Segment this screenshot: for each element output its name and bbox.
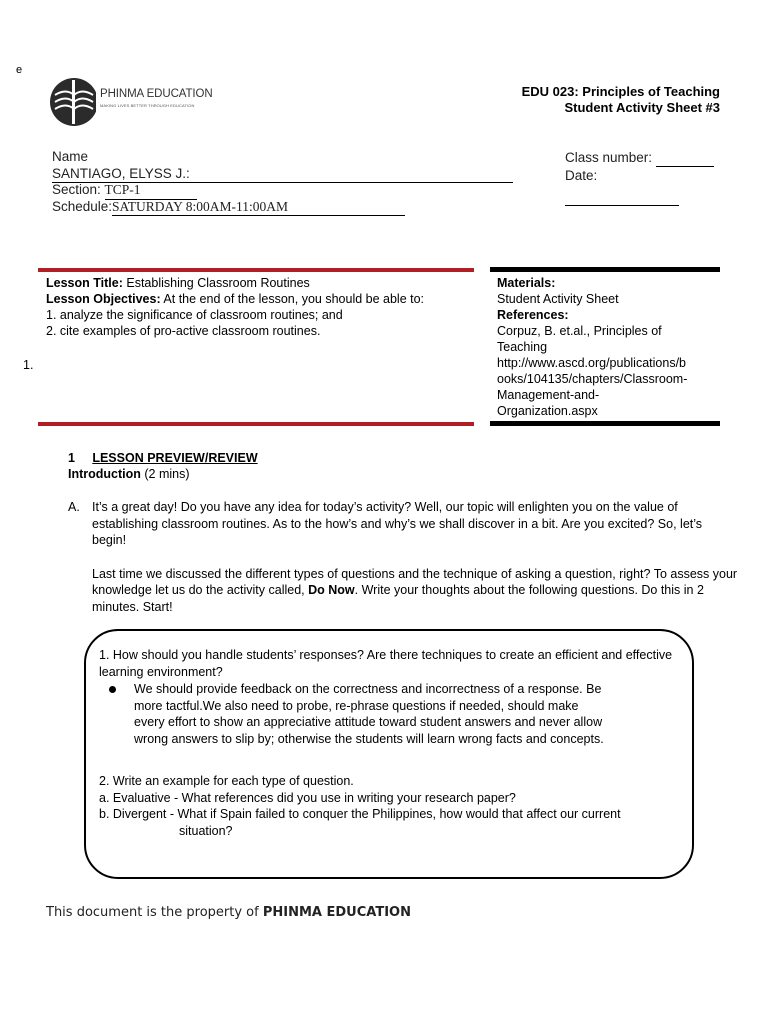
name-field: SANTIAGO, ELYSS J.: [52,166,513,184]
logo-tagline: MAKING LIVES BETTER THROUGH EDUCATION [100,103,195,108]
student-info [52,149,513,215]
divider-top-left [38,268,474,272]
para2-text: Last time we discussed the different types of questions and the technique of asking a question, right? To assess your knowledge let us do the activity called, [92,566,738,597]
class-info [565,149,714,206]
references-label: References: [497,308,569,322]
reference-line: ooks/104135/chapters/Classroom- [497,372,688,386]
question-2a: a. Evaluative - What references did you use in writing your research paper? [99,790,516,805]
logo-name: PHINMA EDUCATION [100,88,213,100]
footer [46,905,411,920]
intro-time: (2 mins) [144,467,190,481]
stray-number: 1. [23,358,34,372]
part-a-paragraph-2 [92,566,738,616]
bullet-icon [109,686,116,693]
answer-line: wrong answers to slip by; otherwise the students will learn wrong facts and concepts. [134,731,604,746]
phinma-logo [48,72,213,130]
stray-mark: e [16,64,23,76]
materials-block [497,275,717,419]
section-field: TCP-1 [105,182,197,200]
objective-item: 1. analyze the significance of classroom routines; and [46,308,343,322]
section-heading [68,450,258,482]
schedule-field: SATURDAY 8:00AM-11:00AM [112,199,405,217]
date-field [565,188,679,206]
answer-line: more tactful.We also need to probe, re-phrase questions if needed, should make [134,698,579,713]
intro-label: Introduction [68,467,141,481]
answer-box [84,629,694,879]
objectives-label: Lesson Objectives: [46,292,161,306]
question-2: 2. Write an example for each type of question. [99,774,354,788]
answer-line: every effort to show an appreciative attitude toward student answers and never allow [134,715,603,729]
question-1: 1. How should you handle students’ responses? Are there techniques to create an efficient and effective learning environment? [99,648,673,679]
reference-line: Corpuz, B. et.al., Principles of [497,324,662,338]
name-label: Name [52,149,89,164]
answer-1 [109,681,684,747]
phinma-emblem-icon [48,72,96,130]
divider-top-right [490,267,720,272]
class-number-field [656,149,714,167]
course-header [522,84,720,116]
section-label: Section: [52,182,101,197]
answer-line: We should provide feedback on the correctness and incorrectness of a response. Be [134,682,602,696]
materials-label: Materials: [497,276,556,290]
reference-line: Organization.aspx [497,404,598,418]
lesson-title: Establishing Classroom Routines [126,276,310,290]
course-title: EDU 023: Principles of Teaching [521,84,720,99]
objective-item: 2. cite examples of pro-active classroom routines. [46,324,321,338]
para2-text-end: . Write your thoughts about the following questions. Do this in 2 minutes. Start! [92,583,704,614]
reference-line: http://www.ascd.org/publications/b [497,356,686,370]
objectives-intro: At the end of the lesson, you should be able to: [163,292,425,306]
sheet-title: Student Activity Sheet #3 [564,100,720,115]
divider-bottom-left [38,422,474,426]
schedule-label: Schedule: [52,198,113,214]
lesson-block [46,275,476,339]
materials-value: Student Activity Sheet [497,292,619,306]
section-title: LESSON PREVIEW/REVIEW [92,451,258,465]
part-a-label: A. [68,500,80,514]
footer-org: PHINMA EDUCATION [262,905,411,920]
question-2b-cont: situation? [179,823,233,838]
date-label: Date: [565,168,598,183]
footer-prefix: This document is the property of [46,905,263,920]
divider-bottom-right [490,421,720,426]
class-number-label: Class number: [565,150,653,165]
section-marker: 1 [68,451,75,465]
part-a [68,499,738,615]
reference-line: Management-and- [497,388,600,402]
lesson-title-label: Lesson Title: [46,276,123,290]
part-a-paragraph-1: It’s a great day! Do you have any idea for today’s activity? Well, our topic will enlighten you on the value of establishing classroom routines. As to the how’s and why’s we shall discover in a bit. Are you excited? So, let’s begin! [92,500,703,547]
reference-line: Teaching [497,340,548,354]
do-now: Do Now [308,583,355,597]
question-2b: b. Divergent - What if Spain failed to conquer the Philippines, how would that affect our current [99,807,621,821]
